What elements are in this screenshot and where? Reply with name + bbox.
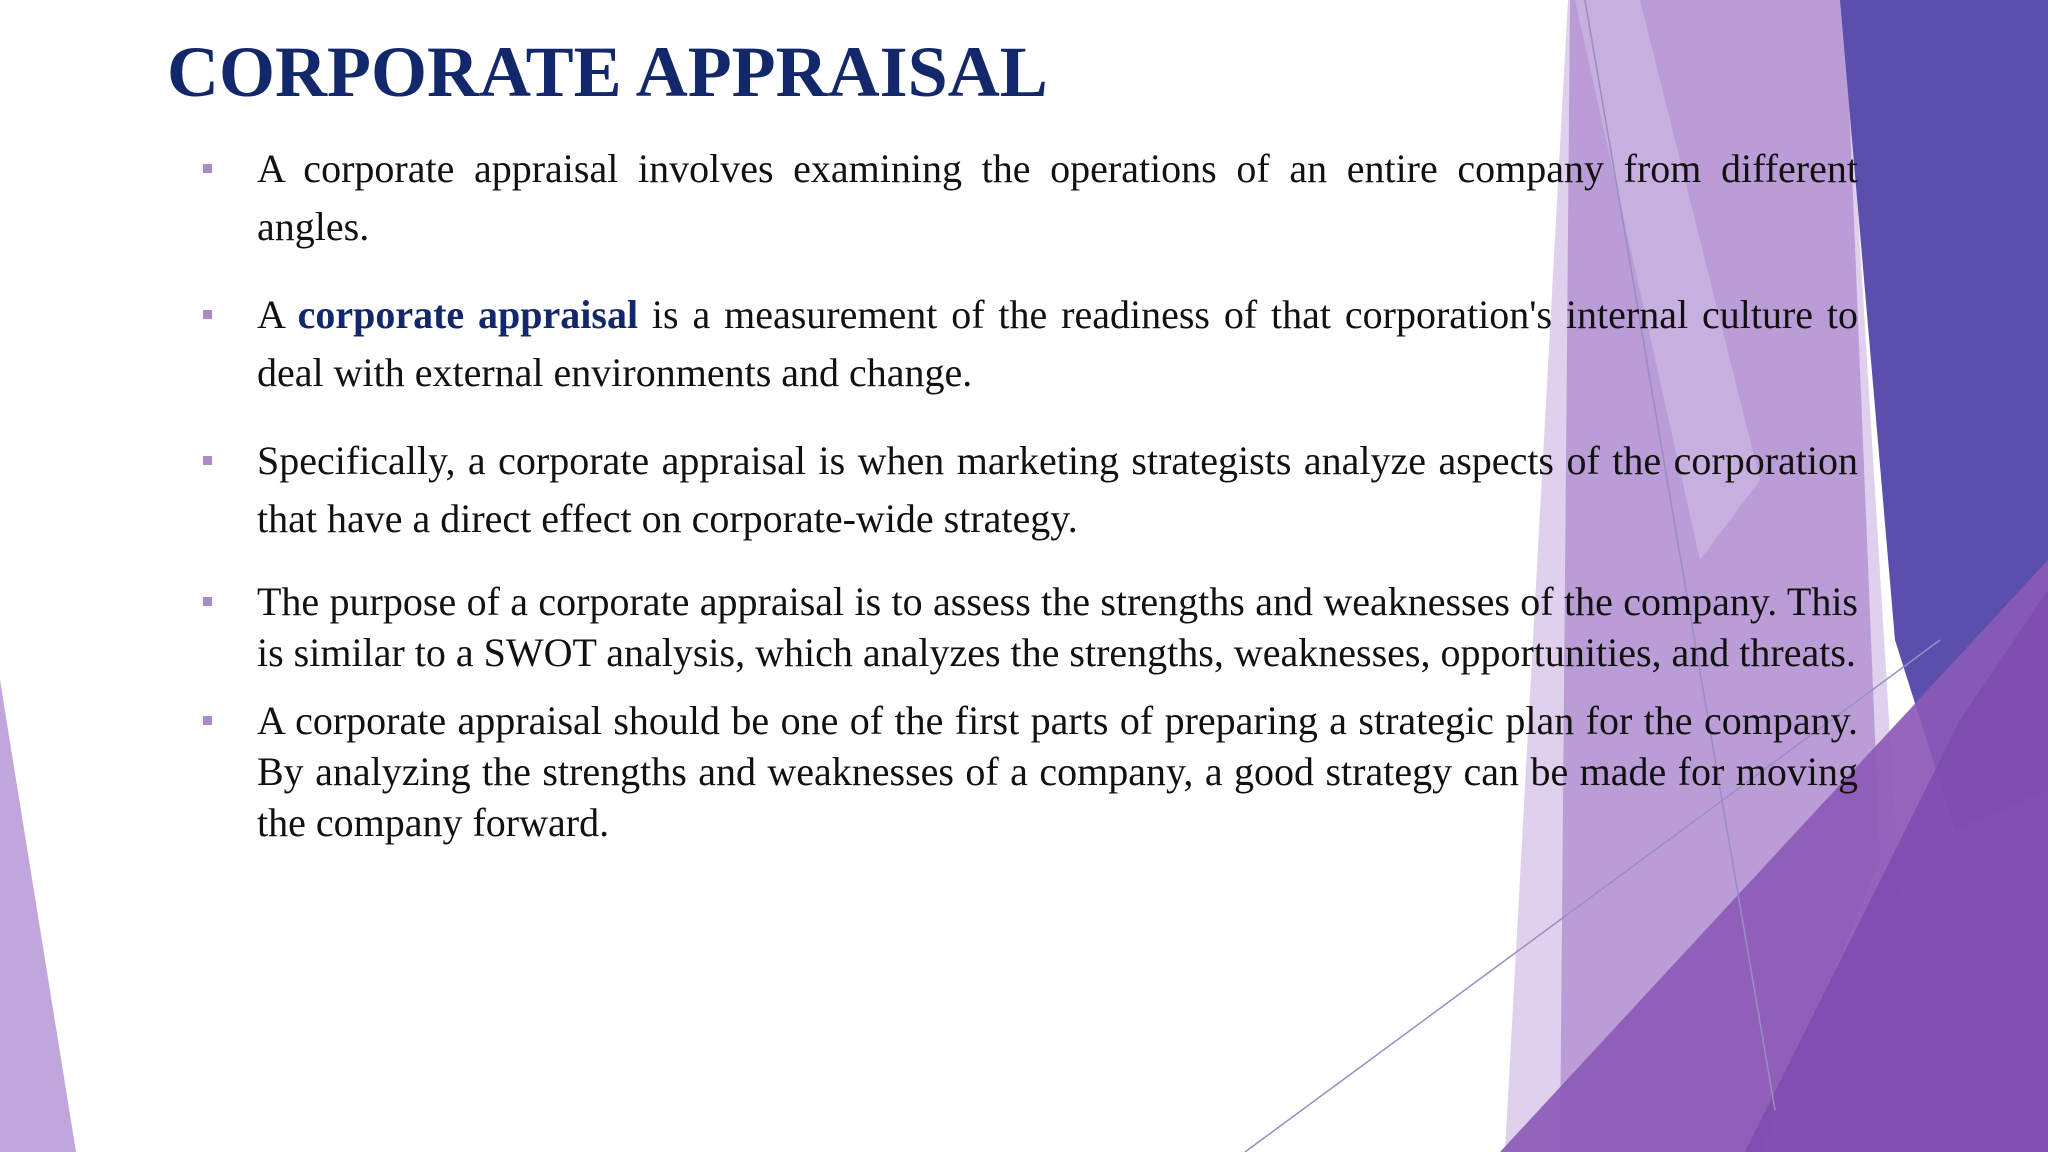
bullet-item	[195, 695, 1858, 848]
square-bullet-icon	[203, 310, 212, 319]
square-bullet-icon	[203, 597, 212, 606]
bullet-text: A corporate appraisal should be one of the first parts of preparing a strategic plan for the company. By analyzing the strengths and weaknesses of a company, a good strategy can be made for moving the company forward.	[257, 698, 1858, 845]
bullet-text-suffix: is a measurement of the readiness of that corporation's internal culture to deal with external environments and change.	[257, 292, 1858, 395]
bullet-item	[195, 576, 1858, 678]
bullet-item	[195, 432, 1858, 548]
square-bullet-icon	[203, 716, 212, 725]
square-bullet-icon	[203, 456, 212, 465]
slide-title: CORPORATE APPRAISAL	[167, 32, 1048, 112]
bullet-item	[195, 286, 1858, 402]
bullet-text: A corporate appraisal involves examining the operations of an entire company from different angles.	[257, 146, 1858, 249]
bullet-text: The purpose of a corporate appraisal is to assess the strengths and weaknesses of the company. This is similar to a SWOT analysis, which analyzes the strengths, weaknesses, opportunities, and threats.	[257, 579, 1858, 675]
bullet-item	[195, 140, 1858, 256]
bullet-text-prefix: A	[257, 292, 298, 337]
square-bullet-icon	[203, 164, 212, 173]
bullet-text: Specifically, a corporate appraisal is when marketing strategists analyze aspects of the corporation that have a direct effect on corporate-wide strategy.	[257, 438, 1858, 541]
bullet-text-emphasis: corporate appraisal	[297, 292, 639, 337]
bullet-list	[195, 140, 1858, 848]
left-accent-shape	[0, 680, 76, 1152]
